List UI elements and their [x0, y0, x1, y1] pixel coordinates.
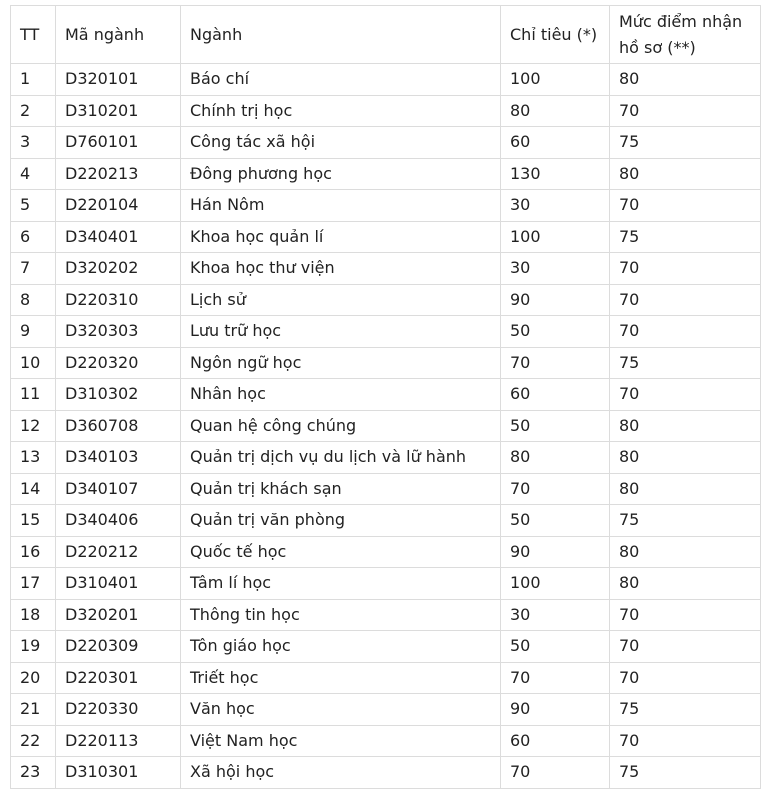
quota-cell: 60 [501, 379, 610, 411]
min-score-cell: 70 [610, 95, 761, 127]
header-cell-quota: Chỉ tiêu (*) [501, 6, 610, 64]
major-code-cell: D220320 [56, 347, 181, 379]
table-row [11, 568, 761, 600]
quota-cell: 50 [501, 631, 610, 663]
min-score-cell: 70 [610, 284, 761, 316]
row-number-cell: 8 [11, 284, 56, 316]
row-number-cell: 2 [11, 95, 56, 127]
table-row [11, 442, 761, 474]
major-name-cell: Báo chí [181, 64, 501, 96]
row-number-cell: 10 [11, 347, 56, 379]
major-code-cell: D310401 [56, 568, 181, 600]
min-score-cell: 80 [610, 536, 761, 568]
quota-cell: 50 [501, 316, 610, 348]
min-score-cell: 70 [610, 190, 761, 222]
major-code-cell: D340406 [56, 505, 181, 537]
major-code-cell: D340103 [56, 442, 181, 474]
major-name-cell: Hán Nôm [181, 190, 501, 222]
table-row [11, 379, 761, 411]
major-code-cell: D320101 [56, 64, 181, 96]
table-row [11, 316, 761, 348]
admissions-table [10, 5, 761, 789]
row-number-cell: 7 [11, 253, 56, 285]
major-code-cell: D310302 [56, 379, 181, 411]
major-name-cell: Tâm lí học [181, 568, 501, 600]
table-row [11, 631, 761, 663]
table-row [11, 64, 761, 96]
major-name-cell: Quản trị dịch vụ du lịch và lữ hành [181, 442, 501, 474]
quota-cell: 130 [501, 158, 610, 190]
row-number-cell: 23 [11, 757, 56, 789]
table-row [11, 473, 761, 505]
quota-cell: 90 [501, 284, 610, 316]
quota-cell: 70 [501, 473, 610, 505]
row-number-cell: 15 [11, 505, 56, 537]
major-code-cell: D220104 [56, 190, 181, 222]
row-number-cell: 19 [11, 631, 56, 663]
row-number-cell: 5 [11, 190, 56, 222]
major-code-cell: D220113 [56, 725, 181, 757]
row-number-cell: 20 [11, 662, 56, 694]
table-row [11, 694, 761, 726]
major-name-cell: Quan hệ công chúng [181, 410, 501, 442]
major-code-cell: D320201 [56, 599, 181, 631]
quota-cell: 100 [501, 568, 610, 600]
major-name-cell: Việt Nam học [181, 725, 501, 757]
major-name-cell: Nhân học [181, 379, 501, 411]
quota-cell: 90 [501, 694, 610, 726]
table-row [11, 757, 761, 789]
min-score-cell: 75 [610, 347, 761, 379]
major-name-cell: Văn học [181, 694, 501, 726]
quota-cell: 100 [501, 221, 610, 253]
min-score-cell: 80 [610, 568, 761, 600]
min-score-cell: 70 [610, 253, 761, 285]
header-cell-major: Ngành [181, 6, 501, 64]
major-name-cell: Công tác xã hội [181, 127, 501, 159]
min-score-cell: 75 [610, 221, 761, 253]
major-name-cell: Khoa học quản lí [181, 221, 501, 253]
major-code-cell: D340401 [56, 221, 181, 253]
quota-cell: 70 [501, 347, 610, 379]
row-number-cell: 14 [11, 473, 56, 505]
major-name-cell: Quốc tế học [181, 536, 501, 568]
row-number-cell: 12 [11, 410, 56, 442]
major-code-cell: D320303 [56, 316, 181, 348]
table-body [11, 6, 761, 789]
table-row [11, 95, 761, 127]
min-score-cell: 70 [610, 599, 761, 631]
quota-cell: 80 [501, 442, 610, 474]
major-code-cell: D220212 [56, 536, 181, 568]
row-number-cell: 4 [11, 158, 56, 190]
table-row [11, 253, 761, 285]
min-score-cell: 75 [610, 694, 761, 726]
table-row [11, 284, 761, 316]
quota-cell: 50 [501, 410, 610, 442]
row-number-cell: 1 [11, 64, 56, 96]
row-number-cell: 16 [11, 536, 56, 568]
major-code-cell: D340107 [56, 473, 181, 505]
major-name-cell: Lịch sử [181, 284, 501, 316]
table-row [11, 662, 761, 694]
major-code-cell: D320202 [56, 253, 181, 285]
quota-cell: 60 [501, 127, 610, 159]
min-score-cell: 80 [610, 410, 761, 442]
major-name-cell: Quản trị khách sạn [181, 473, 501, 505]
min-score-cell: 70 [610, 725, 761, 757]
major-name-cell: Xã hội học [181, 757, 501, 789]
table-row [11, 190, 761, 222]
min-score-cell: 75 [610, 757, 761, 789]
major-name-cell: Ngôn ngữ học [181, 347, 501, 379]
row-number-cell: 9 [11, 316, 56, 348]
quota-cell: 50 [501, 505, 610, 537]
major-name-cell: Tôn giáo học [181, 631, 501, 663]
major-code-cell: D760101 [56, 127, 181, 159]
quota-cell: 100 [501, 64, 610, 96]
min-score-cell: 75 [610, 127, 761, 159]
row-number-cell: 21 [11, 694, 56, 726]
min-score-cell: 70 [610, 379, 761, 411]
table-row [11, 599, 761, 631]
major-code-cell: D310201 [56, 95, 181, 127]
row-number-cell: 3 [11, 127, 56, 159]
quota-cell: 30 [501, 190, 610, 222]
table-row [11, 158, 761, 190]
min-score-cell: 70 [610, 316, 761, 348]
major-name-cell: Đông phương học [181, 158, 501, 190]
major-code-cell: D310301 [56, 757, 181, 789]
row-number-cell: 22 [11, 725, 56, 757]
major-code-cell: D220309 [56, 631, 181, 663]
min-score-cell: 80 [610, 64, 761, 96]
min-score-cell: 80 [610, 158, 761, 190]
major-code-cell: D220301 [56, 662, 181, 694]
table-row [11, 505, 761, 537]
row-number-cell: 11 [11, 379, 56, 411]
min-score-cell: 80 [610, 473, 761, 505]
quota-cell: 30 [501, 253, 610, 285]
header-cell-min-score: Mức điểm nhận hồ sơ (**) [610, 6, 761, 64]
major-name-cell: Triết học [181, 662, 501, 694]
quota-cell: 70 [501, 757, 610, 789]
major-code-cell: D220330 [56, 694, 181, 726]
row-number-cell: 17 [11, 568, 56, 600]
major-name-cell: Thông tin học [181, 599, 501, 631]
major-name-cell: Chính trị học [181, 95, 501, 127]
quota-cell: 80 [501, 95, 610, 127]
table-row [11, 127, 761, 159]
quota-cell: 30 [501, 599, 610, 631]
min-score-cell: 70 [610, 662, 761, 694]
major-name-cell: Lưu trữ học [181, 316, 501, 348]
row-number-cell: 18 [11, 599, 56, 631]
major-name-cell: Quản trị văn phòng [181, 505, 501, 537]
table-row [11, 410, 761, 442]
row-number-cell: 13 [11, 442, 56, 474]
row-number-cell: 6 [11, 221, 56, 253]
table-row [11, 536, 761, 568]
min-score-cell: 75 [610, 505, 761, 537]
major-code-cell: D220213 [56, 158, 181, 190]
major-code-cell: D360708 [56, 410, 181, 442]
table-row [11, 725, 761, 757]
table-row [11, 347, 761, 379]
min-score-cell: 70 [610, 631, 761, 663]
table-row [11, 221, 761, 253]
min-score-cell: 80 [610, 442, 761, 474]
header-cell-tt: TT [11, 6, 56, 64]
table-header-row [11, 6, 761, 64]
quota-cell: 90 [501, 536, 610, 568]
major-name-cell: Khoa học thư viện [181, 253, 501, 285]
quota-cell: 60 [501, 725, 610, 757]
header-cell-code: Mã ngành [56, 6, 181, 64]
quota-cell: 70 [501, 662, 610, 694]
major-code-cell: D220310 [56, 284, 181, 316]
